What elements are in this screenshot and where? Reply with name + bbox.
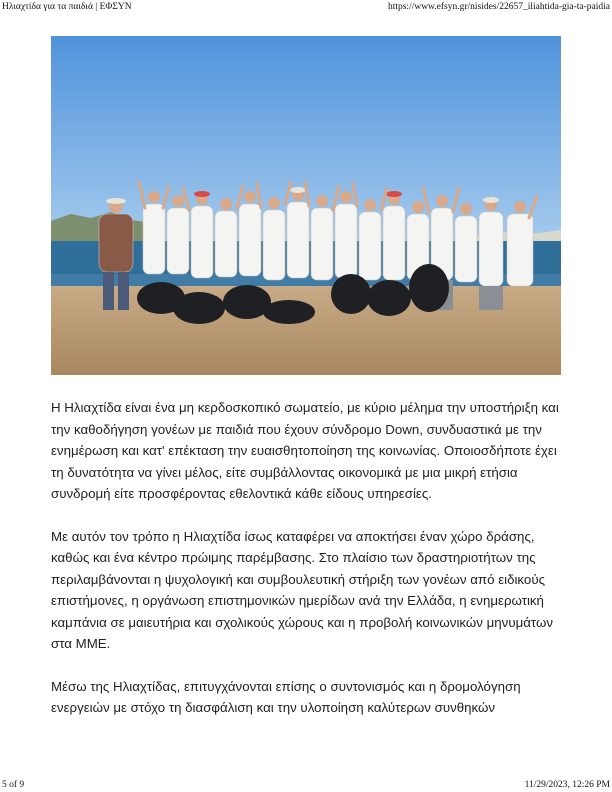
article-paragraph: Μέσω της Ηλιαχτίδας, επιτυγχάνονται επίσης ο συντονισμός και η δρομολόγηση ενεργειών με στόχο τη διασφάλιση και την υλοποίηση καλύτερων συνθηκών — [51, 678, 521, 715]
print-datetime: 11/29/2023, 12:26 PM — [524, 780, 610, 790]
print-footer — [2, 780, 610, 790]
article-photo — [51, 36, 561, 375]
print-header — [2, 2, 610, 12]
article-paragraph: Η Ηλιαχτίδα είναι ένα μη κερδοσκοπικό σωματείο, με κύριο μέλημα την υποστήριξη και την καθοδήγηση γονέων με παιδιά που έχουν σύνδρομο Down, συνδυαστικά με την ενημέρωση και κατ' επέκταση την ευαισθητοποίηση της κοινωνίας. Οποιοσδήποτε έχει τη δυνατότητα να γίνει μέλος, είτε συμβάλλοντας οικονομικά με μια μικρή ετήσια συνδρομή είτε προσφέροντας εθελοντικά κάθε είδους υπηρεσίες. — [51, 400, 559, 501]
page-title: Ηλιαχτίδα για τα παιδιά | ΕΦΣΥΝ — [2, 2, 132, 12]
page-url[interactable]: https://www.efsyn.gr/nisides/22657_iliahtida-gia-ta-paidia — [387, 2, 610, 12]
article-body — [51, 397, 563, 740]
page-count: 5 of 9 — [2, 780, 25, 790]
article-paragraph: Με αυτόν τον τρόπο η Ηλιαχτίδα ίσως καταφέρει να αποκτήσει έναν χώρο δράσης, καθώς και ένα κέντρο πρώιμης παρέμβασης. Στο πλαίσιο των δραστηριοτήτων της περιλαμβάνονται η ψυχολογική και συμβουλευτική στήριξη των γονέων από ειδικούς επιστήμονες, η οργάνωση επιστημονικών ημερίδων ανά την Ελλάδα, η ενημερωτική καμπάνια σε μαιευτήρια και σχολικούς χώρους και η προβολή κοινωνικών μηνυμάτων στα ΜΜΕ. — [51, 528, 554, 651]
